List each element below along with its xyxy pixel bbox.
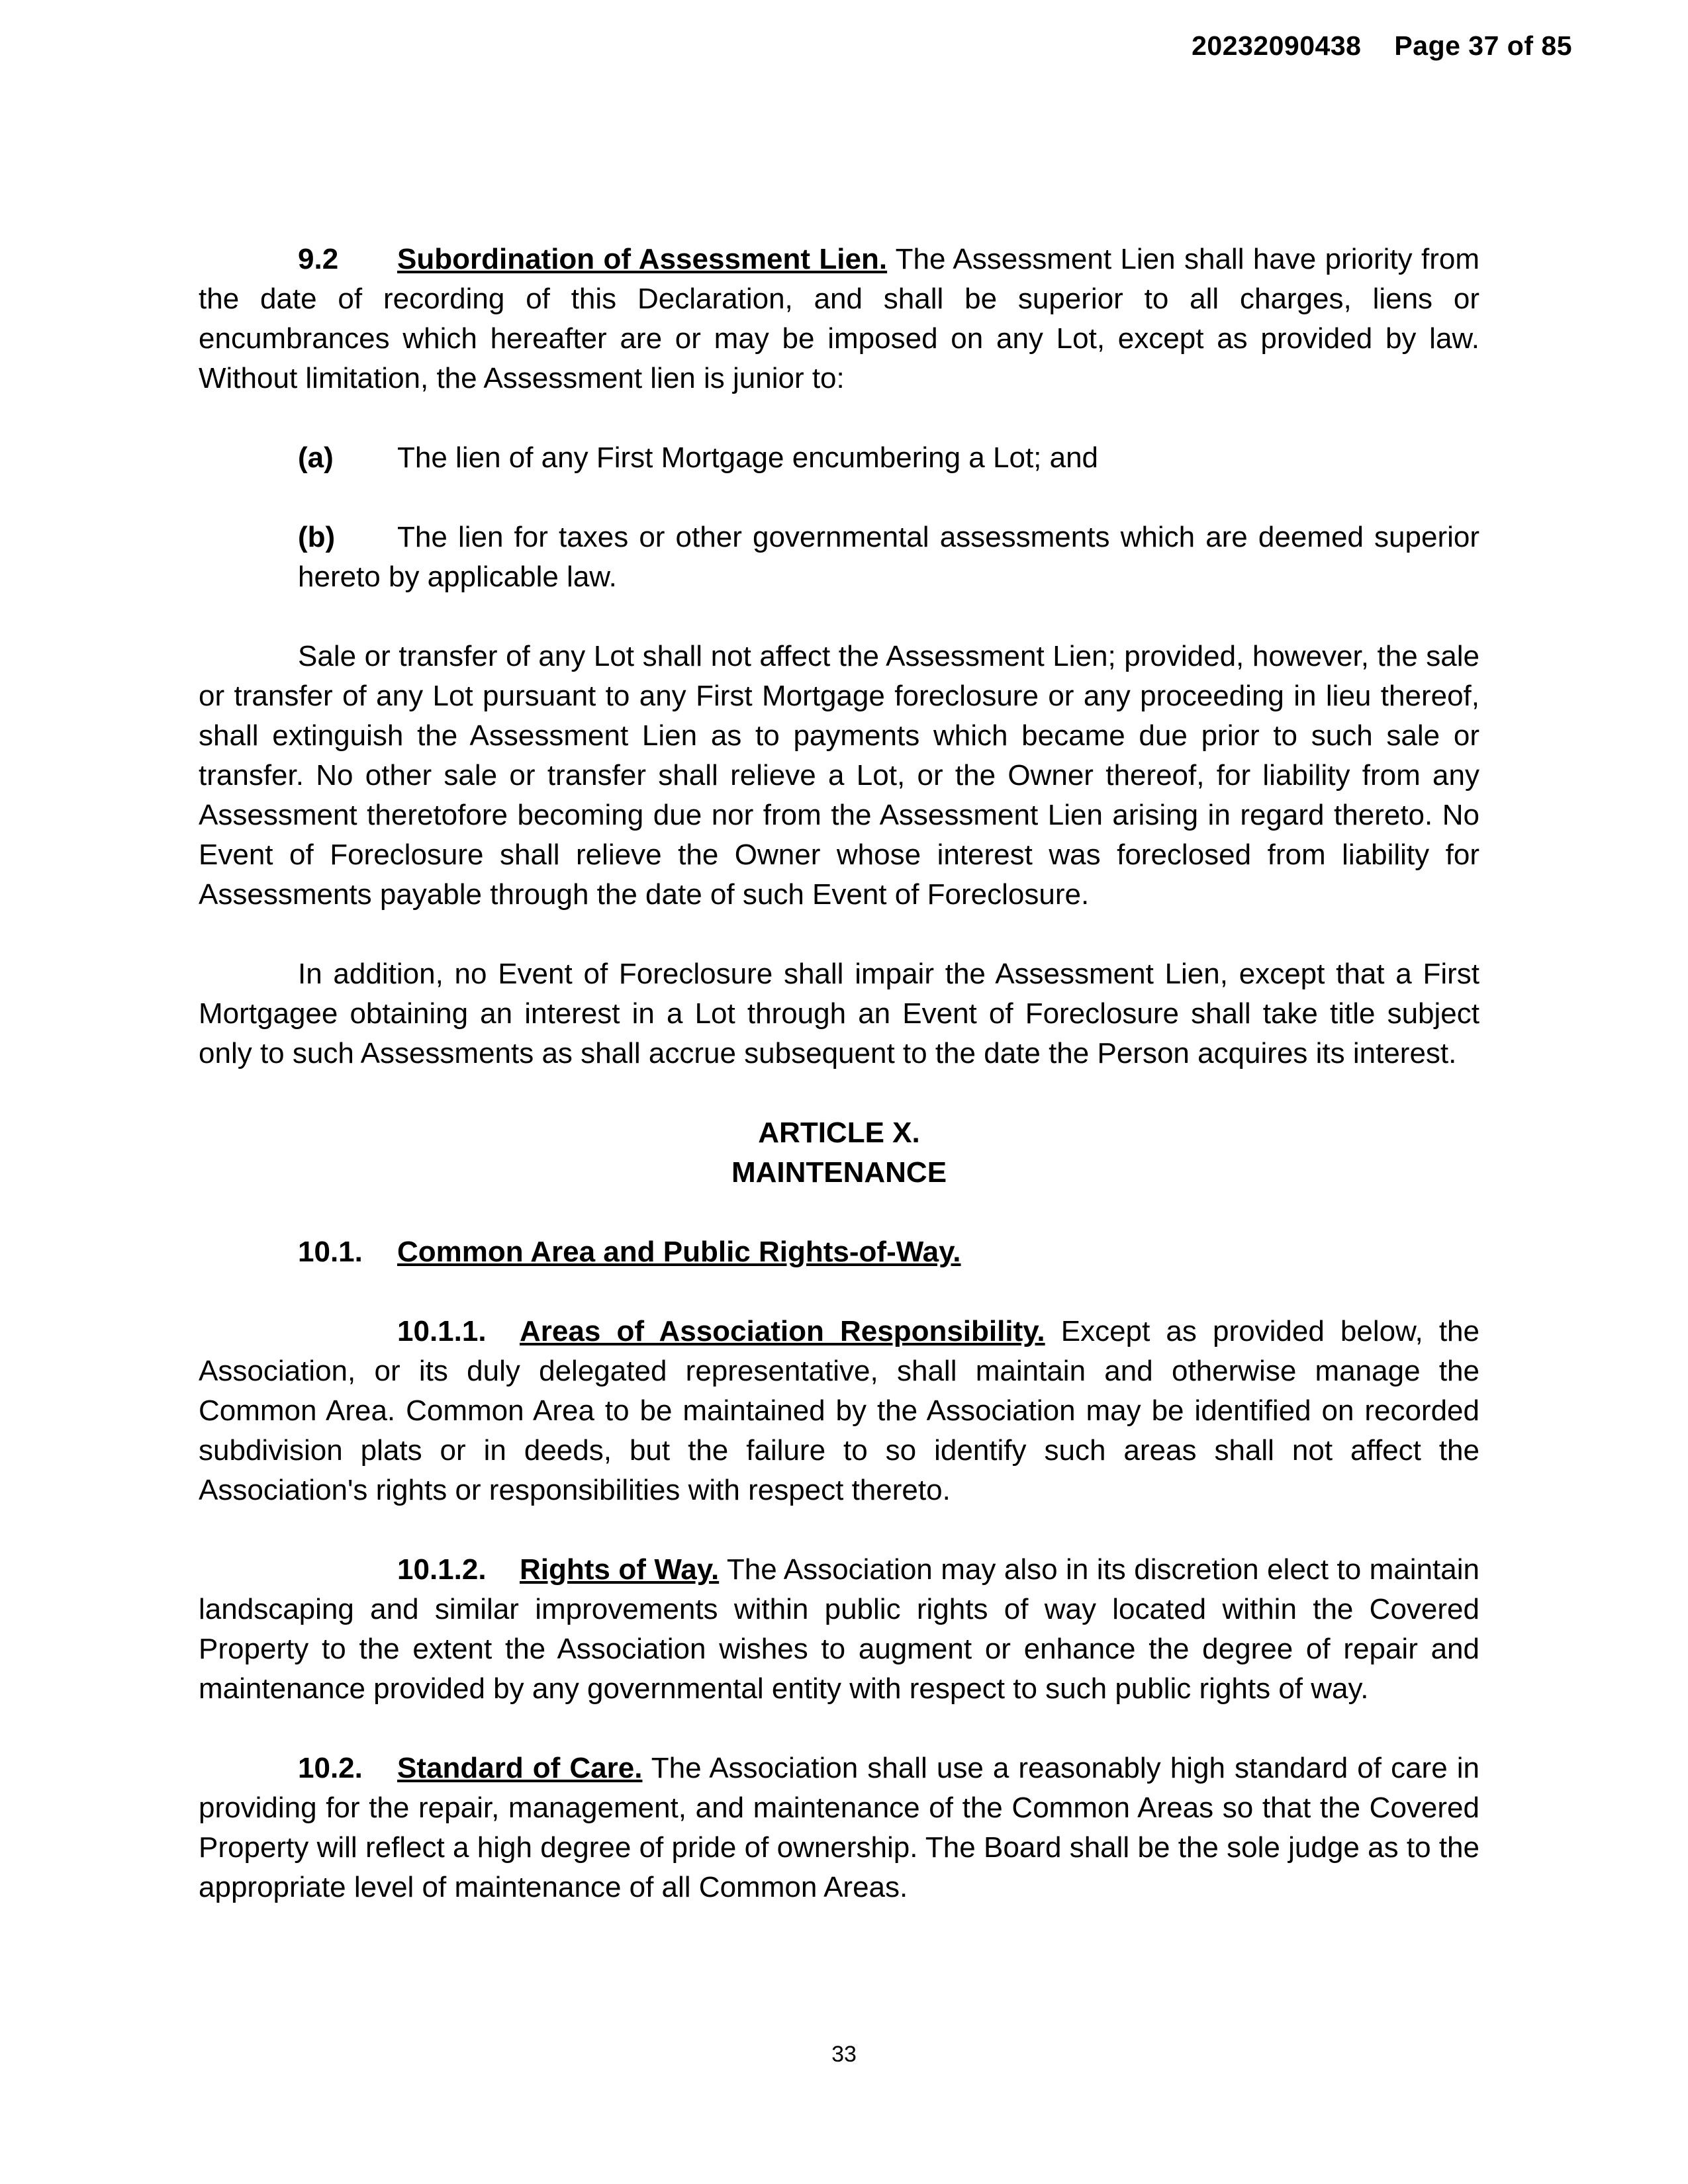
section-9-2 [199, 240, 1479, 398]
section-heading: Common Area and Public Rights-of-Way. [397, 1236, 961, 1268]
document-number: 20232090438 [1192, 30, 1362, 61]
page-footer [0, 2042, 1688, 2068]
list-label: (b) [298, 521, 336, 553]
list-text: The lien of any First Mortgage encumbering a Lot; and [397, 441, 1099, 474]
page-number: 33 [831, 2042, 857, 2067]
list-item-a [199, 438, 1479, 478]
section-heading: Rights of Way. [520, 1553, 720, 1586]
section-heading: Standard of Care. [397, 1752, 643, 1784]
paragraph-sale-transfer: Sale or transfer of any Lot shall not affect the Assessment Lien; provided, however, the sale or transfer of any Lot pursuant to any First Mortgage foreclosure or any proceeding in lieu thereof, shall extinguish the Assessment Lien as to payments which became due prior to such sale or transfer. No other sale or transfer shall relieve a Lot, or the Owner thereof, for liability from any Assessment theretofore becoming due nor from the Assessment Lien arising in regard thereto. No Event of Foreclosure shall relieve the Owner whose interest was foreclosed from liability for Assessments payable through the date of such Event of Foreclosure. [199, 640, 1479, 911]
article-title: ARTICLE X. [758, 1116, 920, 1149]
section-number: 10.1.2. [397, 1553, 487, 1586]
section-heading: Areas of Association Responsibility. [520, 1315, 1045, 1347]
section-10-1-1 [199, 1312, 1479, 1510]
list-label: (a) [298, 441, 334, 474]
section-text: The Association may also in its discretion elect to maintain landscaping and similar improvements within public rights of way located within the Covered Property to the extent the Association wishes to augment or enhance the degree of repair and maintenance provided by any governmental entity with respect to such public rights of way. [199, 1553, 1479, 1705]
document-body [199, 240, 1479, 1907]
article-subtitle: MAINTENANCE [731, 1156, 947, 1189]
section-text: Except as provided below, the Association, or its duly delegated representative, shall maintain and otherwise manage the Common Area. Common Area to be maintained by the Association may be identified on recorded subdivision plats or in deeds, but the failure to so identify such areas shall not affect the Association's rights or responsibilities with respect thereto. [199, 1315, 1479, 1506]
section-number: 10.1.1. [397, 1315, 487, 1347]
section-number: 10.1. [298, 1236, 363, 1268]
section-10-1 [199, 1232, 1479, 1272]
section-10-1-2 [199, 1550, 1479, 1709]
section-number: 9.2 [298, 243, 339, 275]
section-text: The Association shall use a reasonably high standard of care in providing for the repair, management, and maintenance of the Common Areas so that the Covered Property will reflect a high degree of pride of ownership. The Board shall be the sole judge as to the appropriate level of maintenance of all Common Areas. [199, 1752, 1479, 1903]
section-number: 10.2. [298, 1752, 363, 1784]
section-10-2 [199, 1749, 1479, 1907]
paragraph-in-addition: In addition, no Event of Foreclosure shall impair the Assessment Lien, except that a First Mortgagee obtaining an interest in a Lot through an Event of Foreclosure shall take title subject only to such Assessments as shall accrue subsequent to the date the Person acquires its interest. [199, 958, 1479, 1069]
list-item-b [199, 518, 1479, 597]
page-indicator: Page 37 of 85 [1394, 30, 1572, 61]
page-header [1192, 30, 1572, 62]
list-text: The lien for taxes or other governmental assessments which are deemed superior hereto by applicable law. [298, 521, 1479, 593]
section-text: The Assessment Lien shall have priority from the date of recording of this Declaration, and shall be superior to all charges, liens or encumbrances which hereafter are or may be imposed on any Lot, except as provided by law. Without limitation, the Assessment lien is junior to: [199, 243, 1480, 394]
section-heading: Subordination of Assessment Lien. [397, 243, 888, 275]
